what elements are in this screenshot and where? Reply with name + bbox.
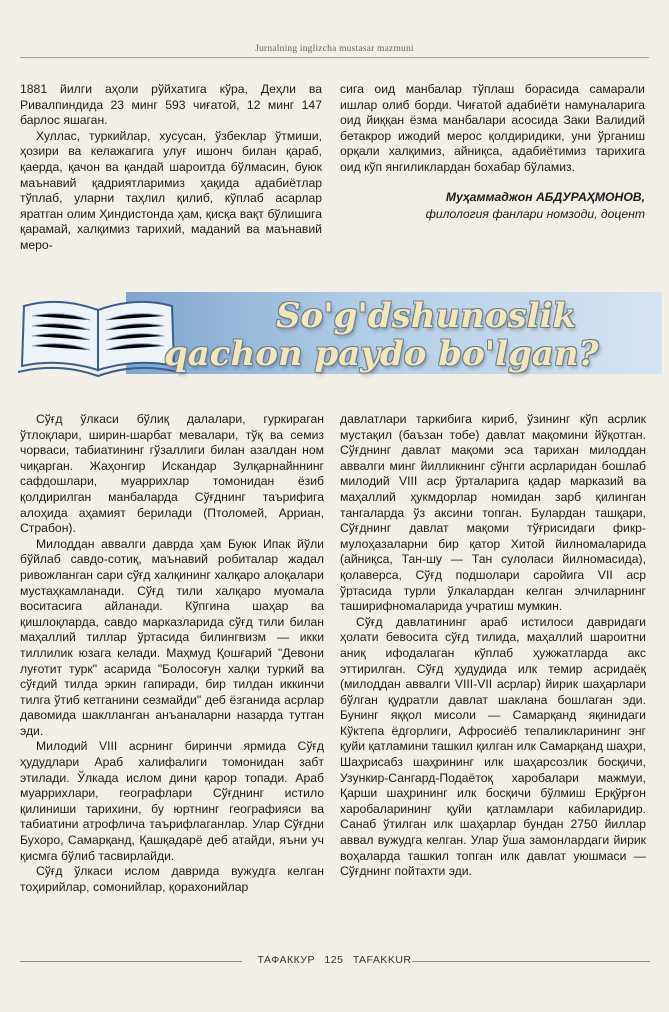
- bottom-left-column: [20, 412, 324, 895]
- paragraph: 1881 йилги аҳоли рўйхатига кўра, Деҳли ва Ривалпиндида 23 минг 593 чиғатой, 12 минг 147 барлос яшаган.: [20, 82, 322, 128]
- title-line-1: So'g'dshunoslik: [276, 296, 577, 336]
- paragraph: Милодий VIII асрнинг биринчи ярмида Сўғд ҳудудлари Араб халифалиги томонидан забт этилади. Ўлкада ислом дини қарор топади. Араб муаррихлари, географлари Сўғднинг истило қилиниши тарихини, бу юртнинг географияси ва табиатини атрофлича таърифлаганлар. Улар Сўғдни Бухоро, Самарқанд, Қашқадарё деб атайди, яъни уч қисмга бўлиб тасвирлайди.: [20, 739, 324, 863]
- bottom-right-column: [340, 412, 646, 880]
- author-title: филология фанлари номзоди, доцент: [425, 207, 645, 222]
- footer-right-label: TAFAKKUR: [352, 954, 412, 966]
- open-book-icon: [14, 288, 184, 384]
- paragraph: Сўғд давлатининг араб истилоси давридаги ҳолати бевосита сўғд тилида, маҳаллий шароитни аниқ ифодалаган кўплаб ҳужжатларда акс эттирилган. Сўғд ҳудудида илк темир асридаёқ (милоддан аввалги VIII-VII асрлар) йирик шаҳарлари бўлган қудратли давлат шаклана бошлаган эди. Бунинг яққол мисоли — Самарқанд яқинидаги Кўктепа ёдгорлиги, Афросиёб тепаликларининг энг қуйи қатламини ташкил қилган илк Самарқанд шаҳри, Шаҳрисабз шаҳрининг илк шаҳарсозлик босқичи, Узункир-Сангард-Подаётоқ харобалари мажмуи, Қарши шаҳрининг илк босқичи бўлмиш Ерқўрғон харобаларининг қуйи қатламлари кабиларидир. Санаб ўтилган илк шаҳарлар бундан 2750 йиллар аввал вужудга келган. Улар ўша замонлардаги йирик воҳаларда ташкил топган илк давлат уюшмаси — Сўғднинг пойтахти эди.: [340, 614, 646, 879]
- paragraph: Сўғд ўлкаси ислом даврида вужудга келган тоҳирийлар, сомонийлар, қорахонийлар: [20, 864, 324, 894]
- author-signature: [340, 190, 645, 223]
- footer-left-label: ТАФАККУР: [257, 954, 315, 966]
- page-number: 125: [324, 954, 344, 966]
- page-footer: [0, 954, 669, 966]
- paragraph: давлатлари таркибига кириб, ўзининг кўп асрлик мустақил (баъзан тобе) давлат мақомини йўқотган. Сўғднинг давлат мақоми эса тарихан милоддан аввалги минг йилликнинг сўнгги асрларидан бошлаб милодий VIII аср ўрталарига қадар марказий ва маҳаллий ҳукмдорлар номидан зарб қилинган тангаларда ўз аксини топган. Булардан ташқари, Сўғднинг давлат мақоми тўғрисидаги фикр-мулоҳазаларни бир қатор Хитой йилномаларида (айниқса, Тан-шу — Тан сулоласи йилномасида), қолаверса, Сўғд подшолари саройига VII аср ўртасида турли ўлкалардан келган элчиларнинг таширифномаларида учратиш мумкин.: [340, 412, 646, 614]
- title-line-2: qachon paydo bo'lgan?: [164, 334, 599, 374]
- paragraph: Хуллас, туркийлар, хусусан, ўзбеклар ўтмиши, ҳозири ва келажагига улуғ ишонч билан қараб, қаерда, қачон ва қандай шароитда бўлмасин, буюк маънавий қадриятларимиз ҳақида адабиётлар тўплаб, уларни таҳлил қилиб, кўплаб асарлар яратган олим Ҳиндистонда ҳам, қисқа вақт бўлишига қарамай, халқимиз тарихий, маданий ва маънавий меро-: [20, 128, 322, 252]
- author-name: Муҳаммаджон АБДУРАҲМОНОВ,: [445, 189, 645, 204]
- running-head: Jurnalning inglizcha mustasar mazmuni: [255, 44, 414, 54]
- paragraph: Милоддан аввалги даврда ҳам Буюк Ипак йўли бўйлаб савдо-сотиқ, маънавий робиталар жадал ривожланган сари сўғд халқининг халқаро алоқалари мустаҳкамланади. Сўғд тили халқаро муомала воситасига айланади. Кўпгина шаҳар ва қишлоқларда, савдо марказларида сўғд тили билан маҳаллий тиллар ўртасида билингвизм — икки тиллилик юзага келади. Маҳмуд Қошғарий "Девони луғотит турк" асарида "Болосоғун халқи туркий ва сўғдий тилда эркин гапиради, бир тилдан иккинчи тилга ўтиб кетганини сезмайди" деб ёзганида асрлар давомида шаклланган анъаналарни назарда тутган эди.: [20, 536, 324, 738]
- top-right-column: [340, 82, 645, 223]
- top-left-column: [20, 82, 322, 254]
- article-title-banner: [14, 284, 664, 384]
- header-rule: [20, 57, 649, 58]
- paragraph: сига оид манбалар тўплаш борасида самарали ишлар олиб борди. Чиғатой адабиёти намуналарига оид йиққан ёзма манбалари асосида Заки Валидий бетакрор ижодий мерос қолдиридики, уни ўрганиш орқали халқимиз, айниқса, адабиётимиз тарихига оид кўп янгиликлардан бохабар бўламиз.: [340, 82, 645, 174]
- paragraph: Сўғд ўлкаси бўлиқ далалари, гуркираган ўтлоқлари, ширин-шарбат мевалари, тўқ ва семиз чорваси, табиатининг гўзаллиги билан азалдан ном чиқарган. Жаҳонгир Искандар Зулқарнайннинг сафдошлари, муаррихлар томонидан ёзиб қолдирилган манбаларда Сўғднинг таърифига алоҳида аҳамият берилади (Птоломей, Арриан, Страбон).: [20, 412, 324, 536]
